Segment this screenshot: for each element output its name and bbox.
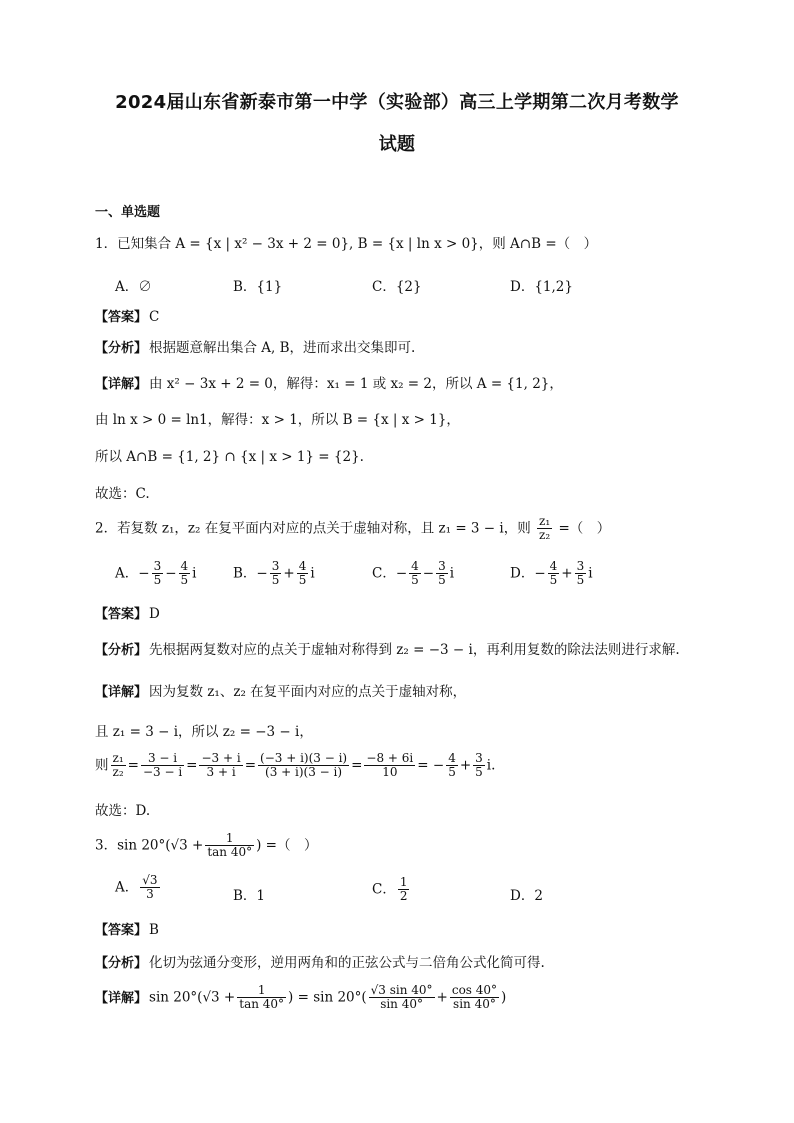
operator: − <box>165 565 177 582</box>
fraction-denominator: 5 <box>448 765 456 780</box>
option-label: C． <box>372 565 396 582</box>
q3-option-a <box>115 874 162 902</box>
fraction-numerator: −3 + i <box>201 751 241 765</box>
fraction-numerator: (−3 + i)(3 − i) <box>260 751 348 765</box>
fraction-denominator: (3 + i)(3 − i) <box>265 765 343 780</box>
q2-answer <box>95 606 160 623</box>
imaginary-unit: i <box>588 565 593 582</box>
q1-answer-value: C <box>149 309 160 325</box>
fraction-denominator: 10 <box>382 765 398 780</box>
fraction-denominator: sin 40° <box>453 997 496 1012</box>
q1-option-b: B．{1} <box>233 279 283 295</box>
section-title: 一、单选题 <box>95 205 161 220</box>
fraction-numerator: z₁ <box>112 751 124 765</box>
q2-detail-1 <box>95 684 466 701</box>
fraction-denominator: 5 <box>411 573 419 588</box>
analysis-tag: 【分析】 <box>95 341 148 356</box>
q2-option-c <box>372 560 454 588</box>
fraction <box>473 752 485 780</box>
option-label: B． <box>233 565 257 582</box>
fraction-numerator: 4 <box>298 559 307 573</box>
q2-option-d <box>510 560 593 588</box>
fraction-numerator: 1 <box>205 832 254 846</box>
q2-detail-1-text: 因为复数 z₁、z₂ 在复平面内对应的点关于虚轴对称， <box>149 684 467 700</box>
q1-stem: 1．已知集合 A = {x | x² − 3x + 2 = 0}, B = {x | ln x > 0}，则 A∩B =（ ） <box>95 236 598 252</box>
q2-detail-3-prefix: 则 <box>95 757 109 774</box>
answer-tag: 【答案】 <box>95 923 148 938</box>
fraction <box>141 752 184 780</box>
fraction <box>436 560 448 588</box>
q1-option-a: A．∅ <box>115 279 152 295</box>
sign: − <box>534 565 546 582</box>
sign: − <box>395 565 408 582</box>
fraction <box>409 560 421 588</box>
fraction <box>398 876 410 904</box>
fraction-numerator: 1 <box>399 875 408 889</box>
q3-answer <box>95 922 159 939</box>
answer-tag: 【答案】 <box>95 607 148 622</box>
q2-analysis <box>95 642 680 659</box>
fraction-denominator: 5 <box>298 573 307 588</box>
fraction-denominator: −3 − i <box>142 765 183 780</box>
option-label: A． <box>115 565 139 582</box>
q2-detail-3: 则 $\frac{\text{z₁}}{\text{z₂}}$ = $\frac{3 - i}{-3 - i}$ = $\frac{-3 + i}{3 + i}$ = $\frac{(-3 + i)(3 - i)}{(3 + i)(3 - i)}$ = $\frac{-8 + 6i}{10}$ = − $\frac{4}{5}$ + $\frac{3}{5}$ i. <box>95 751 496 780</box>
fraction-numerator: −8 + 6i <box>366 751 414 765</box>
fraction-numerator: 3 <box>576 559 585 573</box>
fraction-denominator: 3 + i <box>206 765 236 780</box>
q2-option-a <box>115 560 196 588</box>
q2-stem <box>95 515 610 543</box>
analysis-tag: 【分析】 <box>95 643 148 658</box>
q1-option-c: C．{2} <box>372 279 422 295</box>
imaginary-unit: i <box>310 565 315 582</box>
q2-stem-fraction <box>537 515 552 543</box>
fraction <box>205 832 254 860</box>
fraction-denominator: z₂ <box>112 765 124 780</box>
q1-detail-2: 由 ln x > 0 = ln1，解得：x > 1，所以 B = {x | x > 1}， <box>95 412 460 428</box>
q3-detail-1: 【详解】 sin 20°(√3 + $\frac{1}{\tan 40^\circ}$ ) = sin 20°( $\frac{√3 \sin 40^\circ}{\sin 40^\circ}$ + $\frac{\cos 40^\circ}{\sin 40^\circ}$ ) <box>95 983 507 1012</box>
fraction-numerator: z₁ <box>539 514 551 528</box>
fraction <box>450 984 499 1012</box>
fraction <box>548 560 560 588</box>
q3-number: 3． <box>95 837 118 854</box>
detail-tag: 【详解】 <box>95 377 148 392</box>
fraction <box>140 874 159 902</box>
q2-option-b <box>233 560 315 588</box>
detail-tag: 【详解】 <box>95 685 148 700</box>
q3-analysis-text: 化切为弦通分变形，逆用两角和的正弦公式与二倍角公式化简可得. <box>149 955 545 971</box>
q1-analysis-text: 根据题意解出集合 A, B，进而求出交集即可. <box>149 340 416 356</box>
imaginary-unit: i <box>449 565 455 582</box>
analysis-tag: 【分析】 <box>95 956 148 971</box>
fraction-denominator: 2 <box>399 889 408 904</box>
fraction-numerator: 4 <box>448 751 456 765</box>
fraction-denominator: 5 <box>576 573 585 588</box>
sign: − <box>138 565 150 582</box>
fraction-numerator: √3 sin 40° <box>370 983 433 997</box>
q1-option-d: D．{1,2} <box>510 279 573 295</box>
fraction-denominator: 5 <box>180 573 189 588</box>
q3-detail-expression-2: ) = sin 20°( <box>288 989 367 1006</box>
q2-conclusion: 故选：D. <box>95 803 151 819</box>
fraction-denominator: 5 <box>549 573 558 588</box>
q1-detail-3: 所以 A∩B = {1, 2} ∩ {x | x > 1} = {2}. <box>95 449 364 465</box>
q3-stem <box>95 832 318 860</box>
fraction-denominator: z₂ <box>539 528 551 543</box>
fraction <box>152 560 164 588</box>
fraction <box>237 984 286 1012</box>
q3-stem-post: ) =（ ） <box>256 837 318 854</box>
option-label: A． <box>115 879 139 896</box>
q3-option-c <box>372 876 411 904</box>
q2-analysis-text: 先根据两复数对应的点关于虚轴对称得到 z₂ = −3 − i，再利用复数的除法法则进行求解. <box>149 642 680 658</box>
fraction-denominator: 5 <box>153 573 162 588</box>
answer-tag: 【答案】 <box>95 310 148 325</box>
fraction <box>575 560 587 588</box>
fraction <box>446 752 458 780</box>
fraction-numerator: 3 <box>475 751 483 765</box>
q3-option-b: B．1 <box>233 888 266 904</box>
q3-expression: sin 20°(√3 + <box>117 837 204 854</box>
fraction-denominator: 5 <box>475 765 483 780</box>
q1-detail-1 <box>95 376 563 393</box>
fraction-numerator: 4 <box>180 559 189 573</box>
q3-detail-expression: sin 20°(√3 + <box>149 989 236 1006</box>
fraction-denominator: tan 40° <box>239 997 285 1012</box>
imaginary-unit: i <box>192 565 197 582</box>
fraction-numerator: 3 <box>271 559 280 573</box>
sign: − <box>256 565 268 582</box>
fraction-denominator: sin 40° <box>380 997 423 1012</box>
fraction-denominator: 5 <box>271 573 280 588</box>
fraction-numerator: 1 <box>237 984 286 998</box>
q3-answer-value: B <box>149 922 159 938</box>
fraction <box>270 560 282 588</box>
document-title-line1: 2024届山东省新泰市第一中学（实验部）高三上学期第二次月考数学 <box>115 92 679 113</box>
fraction-numerator: 3 <box>153 559 162 573</box>
fraction <box>369 984 435 1012</box>
fraction <box>364 752 415 780</box>
option-label: C． <box>372 881 396 898</box>
q2-stem-post: =（ ） <box>558 520 611 537</box>
fraction-denominator: 3 <box>146 887 154 902</box>
q1-answer <box>95 309 159 326</box>
q3-analysis <box>95 955 545 972</box>
fraction-numerator: 4 <box>549 559 558 573</box>
fraction <box>297 560 309 588</box>
fraction-numerator: 3 <box>438 559 446 573</box>
operator: − <box>422 565 435 582</box>
q2-answer-value: D <box>149 606 160 622</box>
fraction <box>199 752 242 780</box>
fraction <box>111 752 126 780</box>
fraction <box>258 752 349 780</box>
q1-conclusion: 故选：C. <box>95 486 150 502</box>
q2-detail-2: 且 z₁ = 3 − i，所以 z₂ = −3 − i， <box>95 724 313 740</box>
q1-analysis <box>95 340 415 357</box>
fraction-numerator: 3 − i <box>141 752 184 766</box>
fraction-denominator: 5 <box>438 573 446 588</box>
fraction <box>179 560 191 588</box>
fraction-numerator: cos 40° <box>451 983 498 997</box>
document-title-line2: 试题 <box>378 134 416 155</box>
q3-option-d: D．2 <box>510 888 543 904</box>
detail-tag: 【详解】 <box>95 990 148 1006</box>
q1-detail-1-text: 由 x² − 3x + 2 = 0，解得：x₁ = 1 或 x₂ = 2，所以 A = {1, 2}， <box>149 376 563 392</box>
fraction-numerator: 4 <box>411 559 419 573</box>
fraction-numerator: √3 <box>142 873 158 887</box>
operator: + <box>561 565 573 582</box>
q2-stem-text: 2．若复数 z₁，z₂ 在复平面内对应的点关于虚轴对称，且 z₁ = 3 − i，则 <box>95 520 531 537</box>
operator: + <box>283 565 295 582</box>
option-label: D． <box>510 565 535 582</box>
fraction-denominator: tan 40° <box>207 845 253 860</box>
